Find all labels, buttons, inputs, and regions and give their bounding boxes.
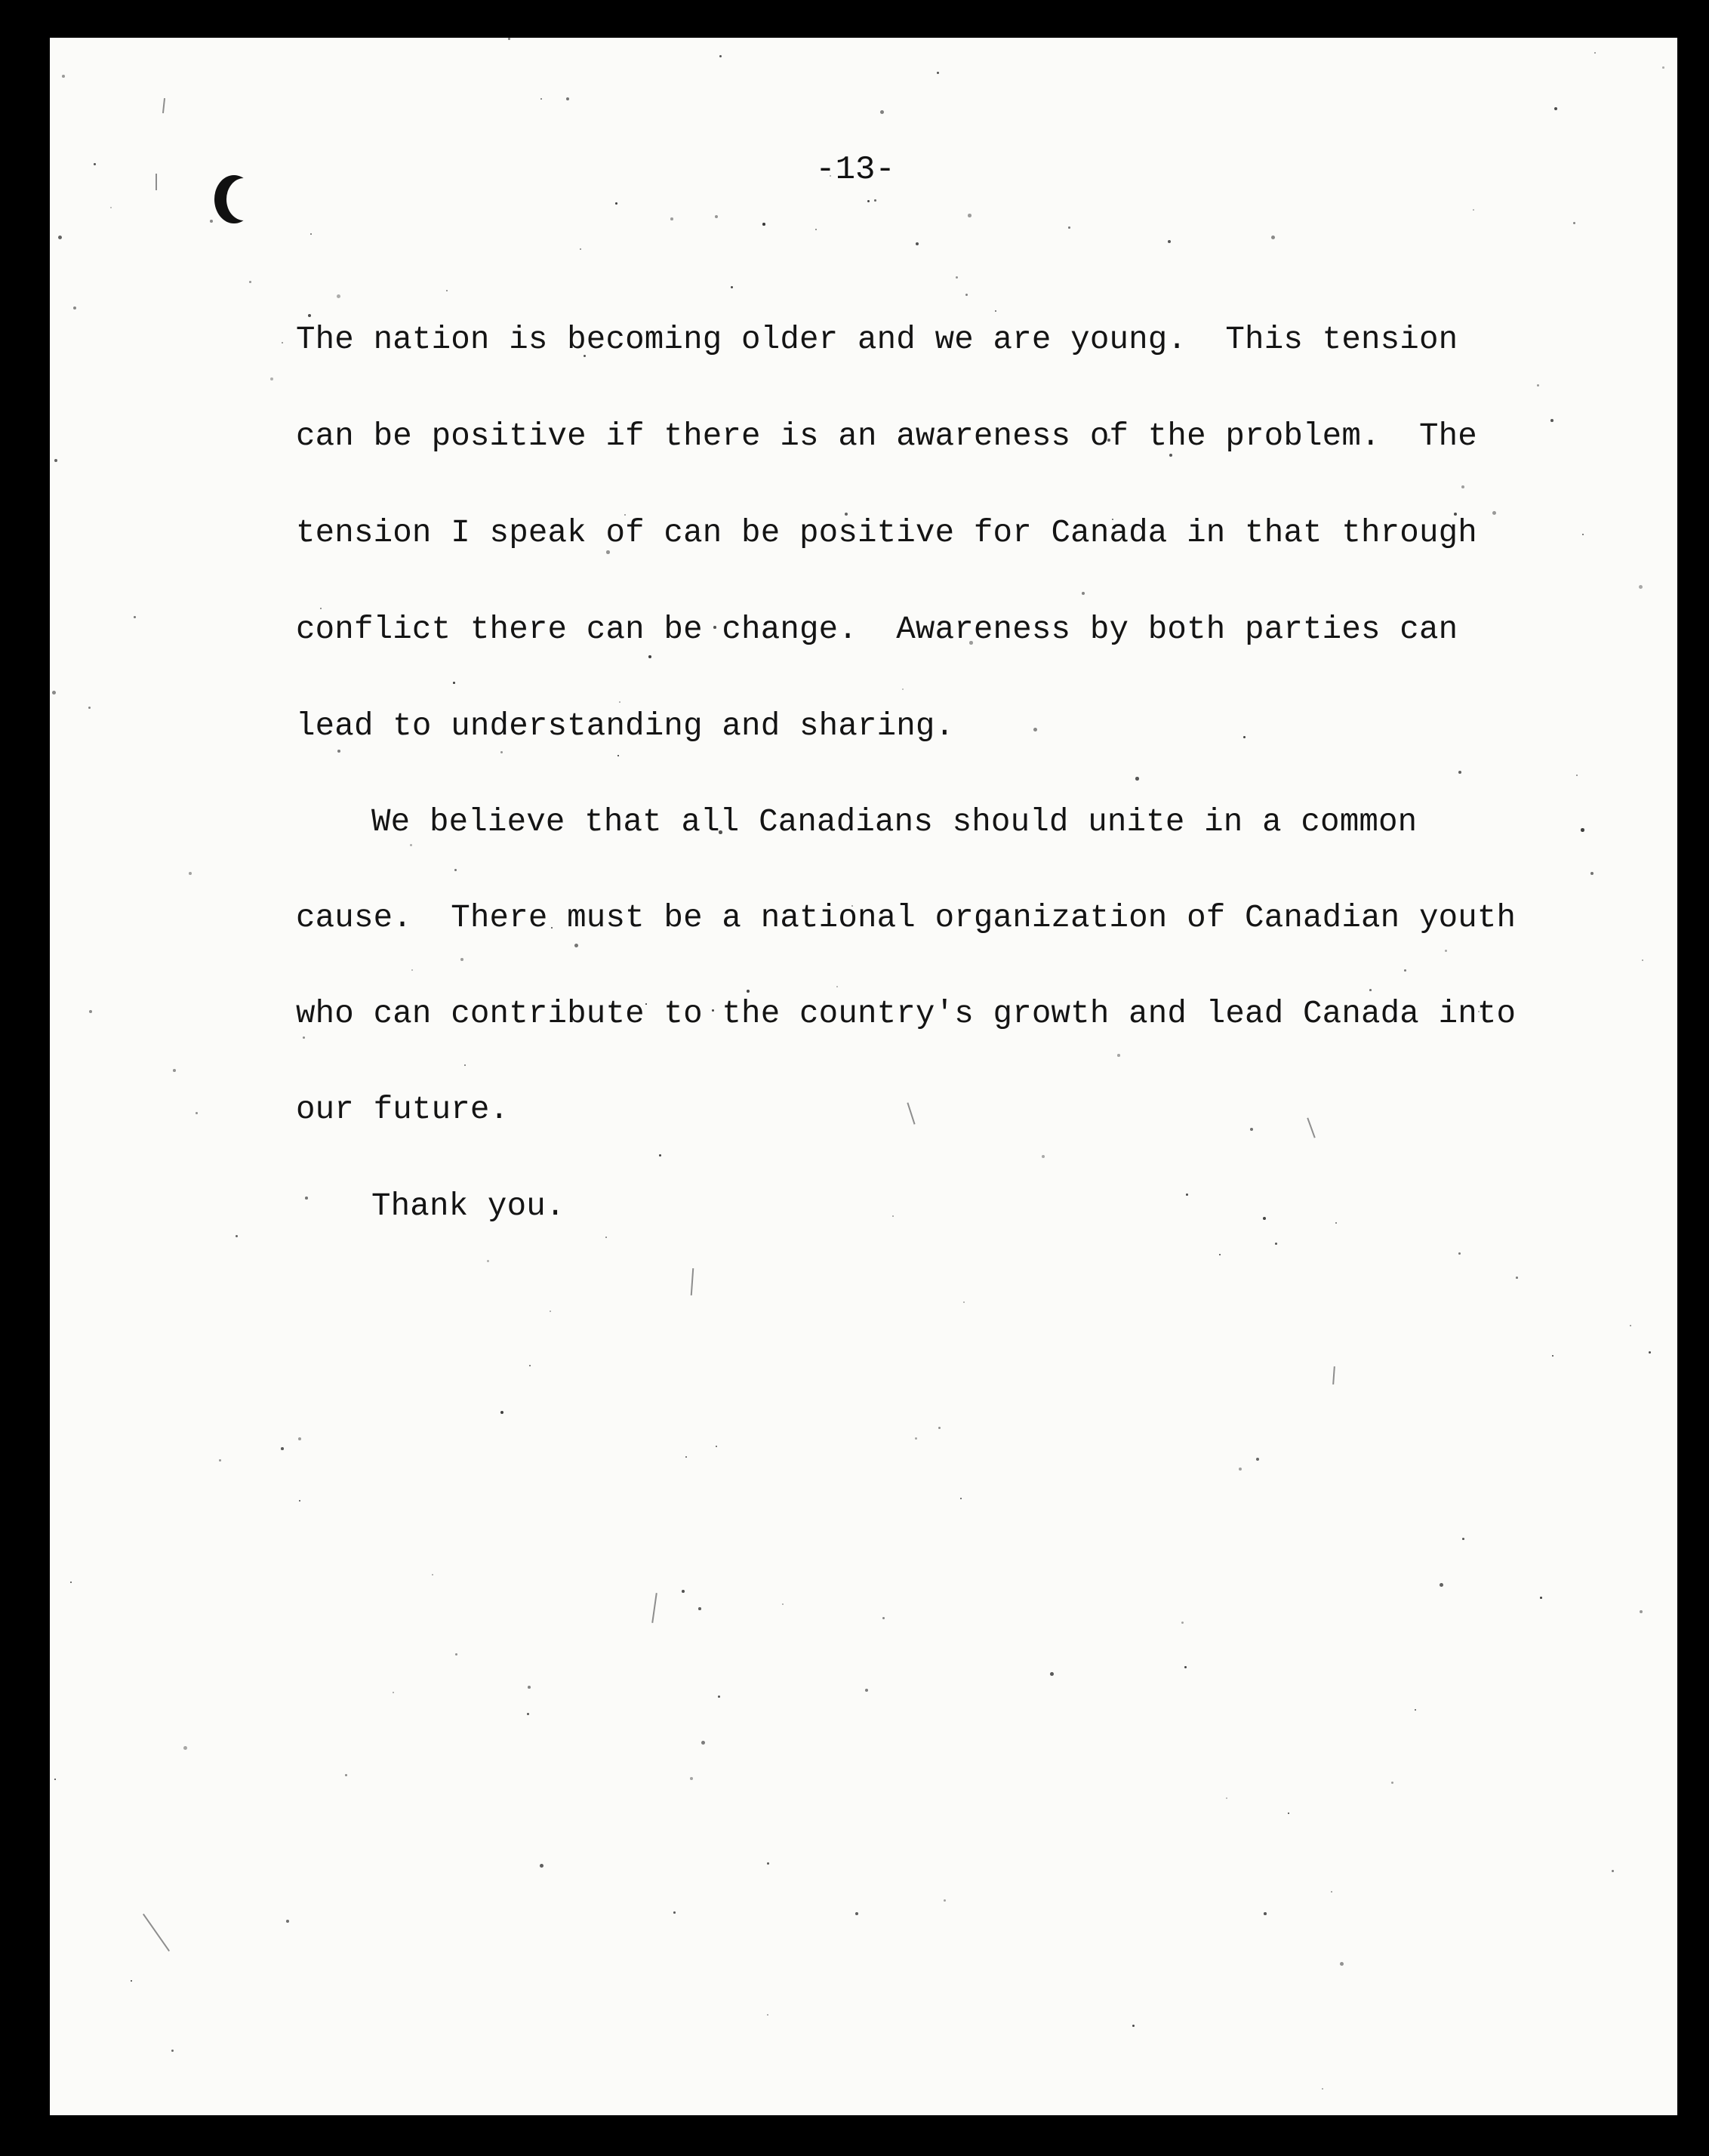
scan-speck [527,1713,529,1715]
scan-speck [54,459,57,462]
scan-speck [1082,592,1085,595]
punch-hole-mark [214,175,254,223]
scan-speck [1492,511,1496,515]
scan-speck [995,310,996,312]
scan-speck [282,342,283,343]
scan-scratch [691,1268,694,1295]
scan-speck [1263,1217,1266,1220]
scan-speck [1550,419,1553,422]
scan-speck [89,1010,92,1013]
scan-speck [965,294,968,296]
scan-speck [719,55,722,57]
scan-speck [94,163,96,165]
scan-speck [1573,222,1575,224]
scan-scratch [143,1914,170,1951]
text-line: The nation is becoming older and we are young. This tension [296,322,1458,358]
scan-speck [892,1215,894,1217]
scan-speck [171,2050,174,2052]
scan-speck [1033,728,1037,732]
scan-speck [1540,1597,1542,1599]
scan-speck [698,1607,701,1610]
scan-speck [320,608,322,609]
scan-speck [1331,1891,1332,1893]
scan-speck [1473,209,1474,211]
scan-speck [1458,771,1461,774]
scan-speck [617,755,619,756]
scan-speck [1184,1666,1187,1668]
scan-speck [1042,1155,1045,1158]
scan-speck [550,1311,551,1312]
scan-scratch [651,1593,657,1623]
scan-speck [337,750,340,753]
scan-speck [867,200,870,202]
page-number: -13- [815,151,895,189]
scan-speck [938,1427,941,1429]
scan-speck [1369,989,1372,991]
scan-scratch [1307,1118,1315,1138]
scan-speck [189,872,192,875]
scan-speck [767,2014,768,2016]
scan-speck [131,1980,132,1982]
scan-speck [1271,236,1275,239]
scan-speck [310,233,312,235]
scan-speck [1640,1610,1643,1613]
scan-speck [70,1582,72,1583]
scan-speck [298,1437,301,1440]
scan-speck [1243,736,1246,738]
scan-speck [767,1862,769,1865]
scan-speck [1219,1254,1221,1255]
scan-speck [286,1920,289,1923]
scan-speck [1135,777,1139,781]
scan-speck [308,314,311,317]
scan-speck [1226,1797,1227,1799]
scan-speck [615,202,617,205]
scan-speck [659,1154,661,1157]
text-line: cause. There must be a national organization of Canadian youth [296,900,1517,936]
scan-speck [1581,828,1584,832]
scan-speck [1239,1468,1242,1471]
scan-scratch [907,1102,915,1124]
scan-speck [529,1365,531,1366]
scan-speck [1642,959,1643,961]
scan-speck [454,869,457,871]
scan-speck [528,1686,531,1689]
scan-speck [540,1864,543,1868]
scan-scratch [1332,1366,1335,1384]
scan-speck [915,1437,917,1440]
scan-scratch [156,174,157,190]
scan-speck [747,990,750,993]
scan-speck [487,1260,489,1262]
scan-speck [210,220,213,223]
scan-speck [865,1689,868,1692]
scan-speck [960,1498,962,1499]
scan-speck [605,1237,607,1238]
text-line: We believe that all Canadians should unite in a common [371,804,1418,840]
scan-speck [1590,872,1594,875]
scan-speck [411,969,413,971]
scan-speck [1458,1252,1461,1255]
scan-speck [1582,534,1584,535]
scan-speck [1461,485,1464,488]
scan-speck [305,1197,308,1200]
scan-speck [410,844,412,846]
scan-speck [1649,1351,1651,1354]
scan-speck [574,944,578,947]
scan-speck [1050,1672,1054,1676]
scan-speck [762,223,765,226]
scan-speck [455,1653,457,1656]
scan-speck [855,1912,858,1915]
scan-speck [73,306,76,310]
scan-speck [716,1446,717,1447]
scan-speck [1554,107,1557,110]
scan-speck [52,691,56,695]
scan-speck [1340,1962,1344,1966]
scan-speck [1275,1243,1277,1245]
scan-speck [249,281,251,283]
scan-speck [1594,52,1596,54]
scan-speck [58,236,62,239]
text-line: can be positive if there is an awareness of the problem. The [296,418,1477,454]
scan-scratch [162,98,165,113]
text-line: lead to understanding and sharing. [296,708,955,744]
scan-speck [1639,585,1643,589]
scan-speck [134,616,136,618]
scan-speck [1537,384,1539,387]
scan-speck [580,248,581,250]
scan-speck [916,242,919,245]
scan-speck [690,1777,693,1780]
scan-speck [648,655,651,658]
text-line: Thank you. [371,1188,565,1224]
scan-speck [619,701,620,703]
scan-speck [219,1459,221,1461]
scan-speck [540,98,542,100]
scan-speck [882,1617,885,1619]
scan-speck [874,199,876,202]
scan-speck [731,286,733,288]
scan-speck [88,707,91,709]
scan-speck [566,97,569,100]
scan-speck [1552,1355,1553,1357]
scan-speck [968,214,972,217]
scan-speck [701,1741,705,1745]
scan-speck [1117,1054,1120,1057]
scan-speck [173,1069,176,1072]
scan-speck [944,1899,946,1902]
scan-speck [303,1036,305,1039]
scan-speck [62,75,65,78]
scan-speck [54,1779,56,1780]
scan-speck [685,1456,687,1458]
scan-speck [1168,240,1171,243]
scan-speck [460,958,463,961]
scan-speck [1516,1277,1518,1279]
scan-speck [337,294,340,298]
scan-speck [1288,1813,1289,1814]
scan-speck [782,1603,784,1605]
scan-speck [1322,2088,1323,2090]
scan-speck [670,217,673,220]
scan-speck [1186,1194,1188,1196]
scan-speck [1391,1782,1393,1784]
scan-speck [432,1574,433,1575]
scan-speck [196,1112,198,1114]
scan-speck [1576,775,1578,776]
scan-speck [1181,1622,1184,1624]
scan-speck [345,1774,347,1776]
scan-speck [1440,1583,1443,1587]
scan-speck [453,682,455,684]
scan-speck [236,1235,238,1237]
scan-speck [815,229,817,230]
scan-speck [880,110,884,114]
scan-speck [902,688,904,690]
scan-speck [1445,950,1447,952]
scan-speck [500,1411,503,1414]
scan-speck [963,1301,965,1303]
scan-speck [1335,1222,1337,1224]
scan-speck [281,1447,284,1450]
scan-speck [715,215,718,218]
scan-speck [500,751,503,753]
scan-speck [1256,1458,1259,1461]
scan-speck [1462,1538,1464,1540]
scan-speck [1132,2025,1135,2027]
scan-speck [508,38,510,40]
scan-speck [1250,1128,1253,1131]
scan-speck [836,986,838,987]
scan-speck [1630,1325,1631,1326]
scan-speck [1612,1870,1614,1872]
text-line: conflict there can be change. Awareness by both parties can [296,611,1458,648]
scan-speck [183,1746,187,1750]
scan-speck [718,1696,720,1698]
scan-speck [956,276,958,279]
scan-speck [682,1590,685,1593]
text-line: our future. [296,1092,510,1128]
scan-speck [1264,1912,1267,1915]
scan-speck [110,207,112,208]
scan-speck [1662,66,1664,69]
scan-speck [1415,1709,1416,1711]
scan-speck [1068,226,1070,229]
text-line: tension I speak of can be positive for Canada in that through [296,515,1477,551]
text-line: who can contribute to the country's growth and lead Canada into [296,996,1517,1032]
scan-speck [393,1692,394,1693]
scan-speck [1404,969,1406,972]
scan-speck [464,1064,466,1066]
scan-speck [937,72,939,74]
scan-speck [673,1911,676,1914]
scan-speck [299,1500,300,1502]
scan-speck [446,290,448,291]
scan-speck [270,377,273,380]
